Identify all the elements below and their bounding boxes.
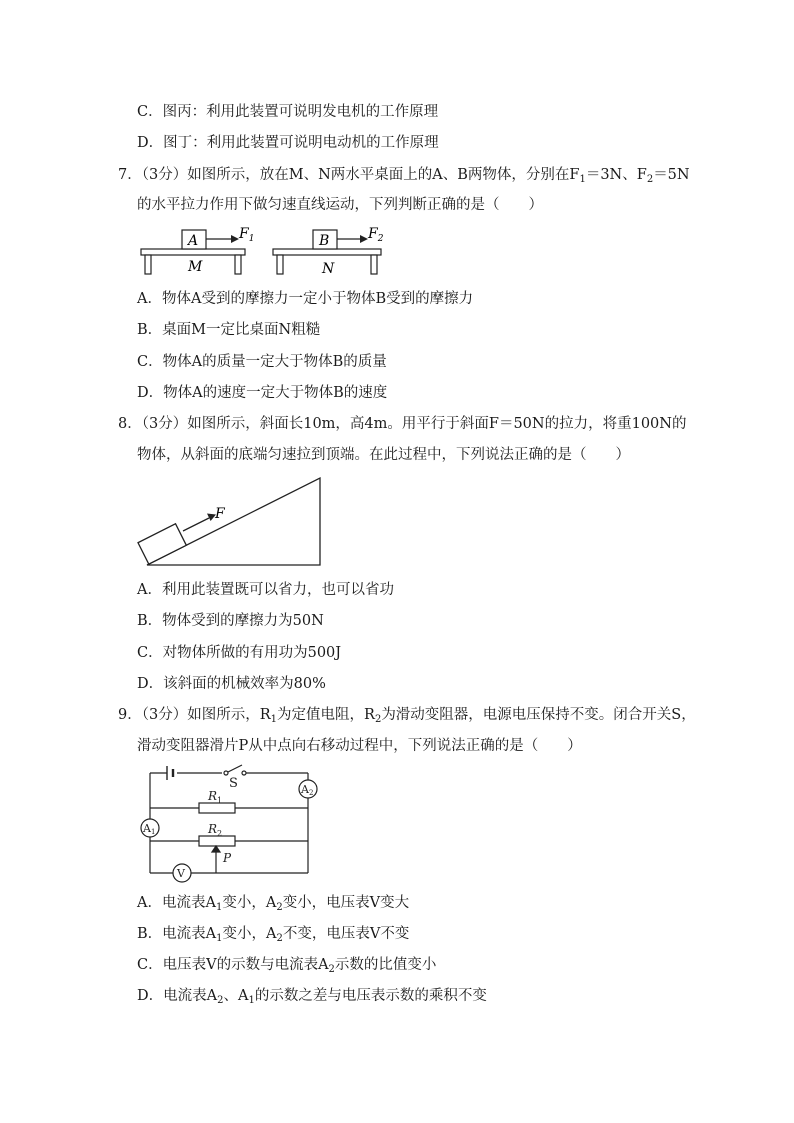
q7-option-d: D．物体A的速度一定大于物体B的速度 bbox=[137, 385, 388, 401]
q9-circuit-figure bbox=[137, 760, 327, 890]
q8-stem-line2: 物体，从斜面的底端匀速拉到顶端。在此过程中，下列说法正确的是（ ） bbox=[137, 447, 630, 463]
q7-option-c: C．物体A的质量一定大于物体B的质量 bbox=[137, 354, 387, 370]
q8-option-a: A．利用此装置既可以省力，也可以省功 bbox=[137, 582, 394, 598]
q8-score: （3分） bbox=[141, 416, 188, 432]
q7-number: 7． bbox=[118, 167, 142, 183]
q9-stem-line2: 滑动变阻器滑片P从中点向右移动过程中，下列说法正确的是（ ） bbox=[137, 738, 582, 754]
force-label-f1: $F_1$ bbox=[239, 226, 255, 244]
voltmeter-label: V bbox=[177, 867, 185, 880]
q7-stem-line2: 的水平拉力作用下做匀速直线运动，下列判断正确的是（ ） bbox=[137, 197, 543, 213]
switch-label: S bbox=[229, 776, 238, 791]
block-a-label: A bbox=[188, 233, 199, 249]
q9-option-a: A．电流表$A_1$变小，$A_2$变小，电压表V变大 bbox=[137, 895, 410, 913]
block-on-incline bbox=[138, 524, 186, 564]
table-m-label: M bbox=[188, 259, 203, 275]
q9-stem-line1: 9．（3分）如图所示，$R_1$为定值电阻，$R_2$为滑动变阻器，电源电压保持不变。闭合开关S， bbox=[118, 707, 696, 725]
force-arrow-f bbox=[183, 518, 209, 531]
slider-p-label: P bbox=[223, 851, 232, 865]
q8-option-d: D．该斜面的机械效率为80% bbox=[137, 676, 326, 692]
q8-stem-line1: 8．（3分）如图所示，斜面长10m，高4m。用平行于斜面F＝50N的拉力，将重100N的 bbox=[118, 416, 687, 432]
q7-option-a: A．物体A受到的摩擦力一定小于物体B受到的摩擦力 bbox=[137, 291, 474, 307]
q9-number: 9． bbox=[118, 707, 142, 723]
q8-option-b: B．物体受到的摩擦力为50N bbox=[137, 613, 324, 629]
q9-score: （3分） bbox=[141, 707, 188, 723]
ammeter-a2-label: A2 bbox=[301, 783, 314, 797]
q9-option-b: B．电流表$A_1$变小，$A_2$不变，电压表V不变 bbox=[137, 926, 410, 944]
q6-option-d: D．图丁：利用此装置可说明电动机的工作原理 bbox=[137, 135, 439, 151]
switch-s bbox=[224, 765, 246, 775]
q7-stem-line1: 7．（3分）如图所示，放在M、N两水平桌面上的A、B两物体，分别在$F_1=3N$、$F_2=5N$ bbox=[118, 167, 690, 185]
q7-option-b: B．桌面M一定比桌面N粗糙 bbox=[137, 322, 321, 338]
resistor-r2-label: $R_2$ bbox=[208, 822, 223, 838]
ammeter-a1-label: A1 bbox=[143, 822, 156, 836]
q7-score: （3分） bbox=[141, 167, 188, 183]
q6-option-c: C．图丙：利用此装置可说明发电机的工作原理 bbox=[137, 104, 439, 120]
q8-option-c: C．对物体所做的有用功为500J bbox=[137, 645, 342, 661]
q8-incline-figure bbox=[135, 475, 325, 570]
force-label-f2: $F_2$ bbox=[368, 226, 384, 244]
q9-option-d: D．电流表$A_2$、$A_1$的示数之差与电压表示数的乘积不变 bbox=[137, 988, 487, 1006]
battery-symbol bbox=[167, 766, 173, 780]
q9-option-c: C．电压表V的示数与电流表$A_2$示数的比值变小 bbox=[137, 957, 437, 975]
q8-number: 8． bbox=[118, 416, 142, 432]
table-n-label: N bbox=[322, 261, 335, 277]
block-b-label: B bbox=[319, 233, 330, 249]
force-label-f: F bbox=[215, 506, 225, 522]
resistor-r1-label: $R_1$ bbox=[208, 789, 223, 805]
q7-figure bbox=[135, 225, 395, 280]
